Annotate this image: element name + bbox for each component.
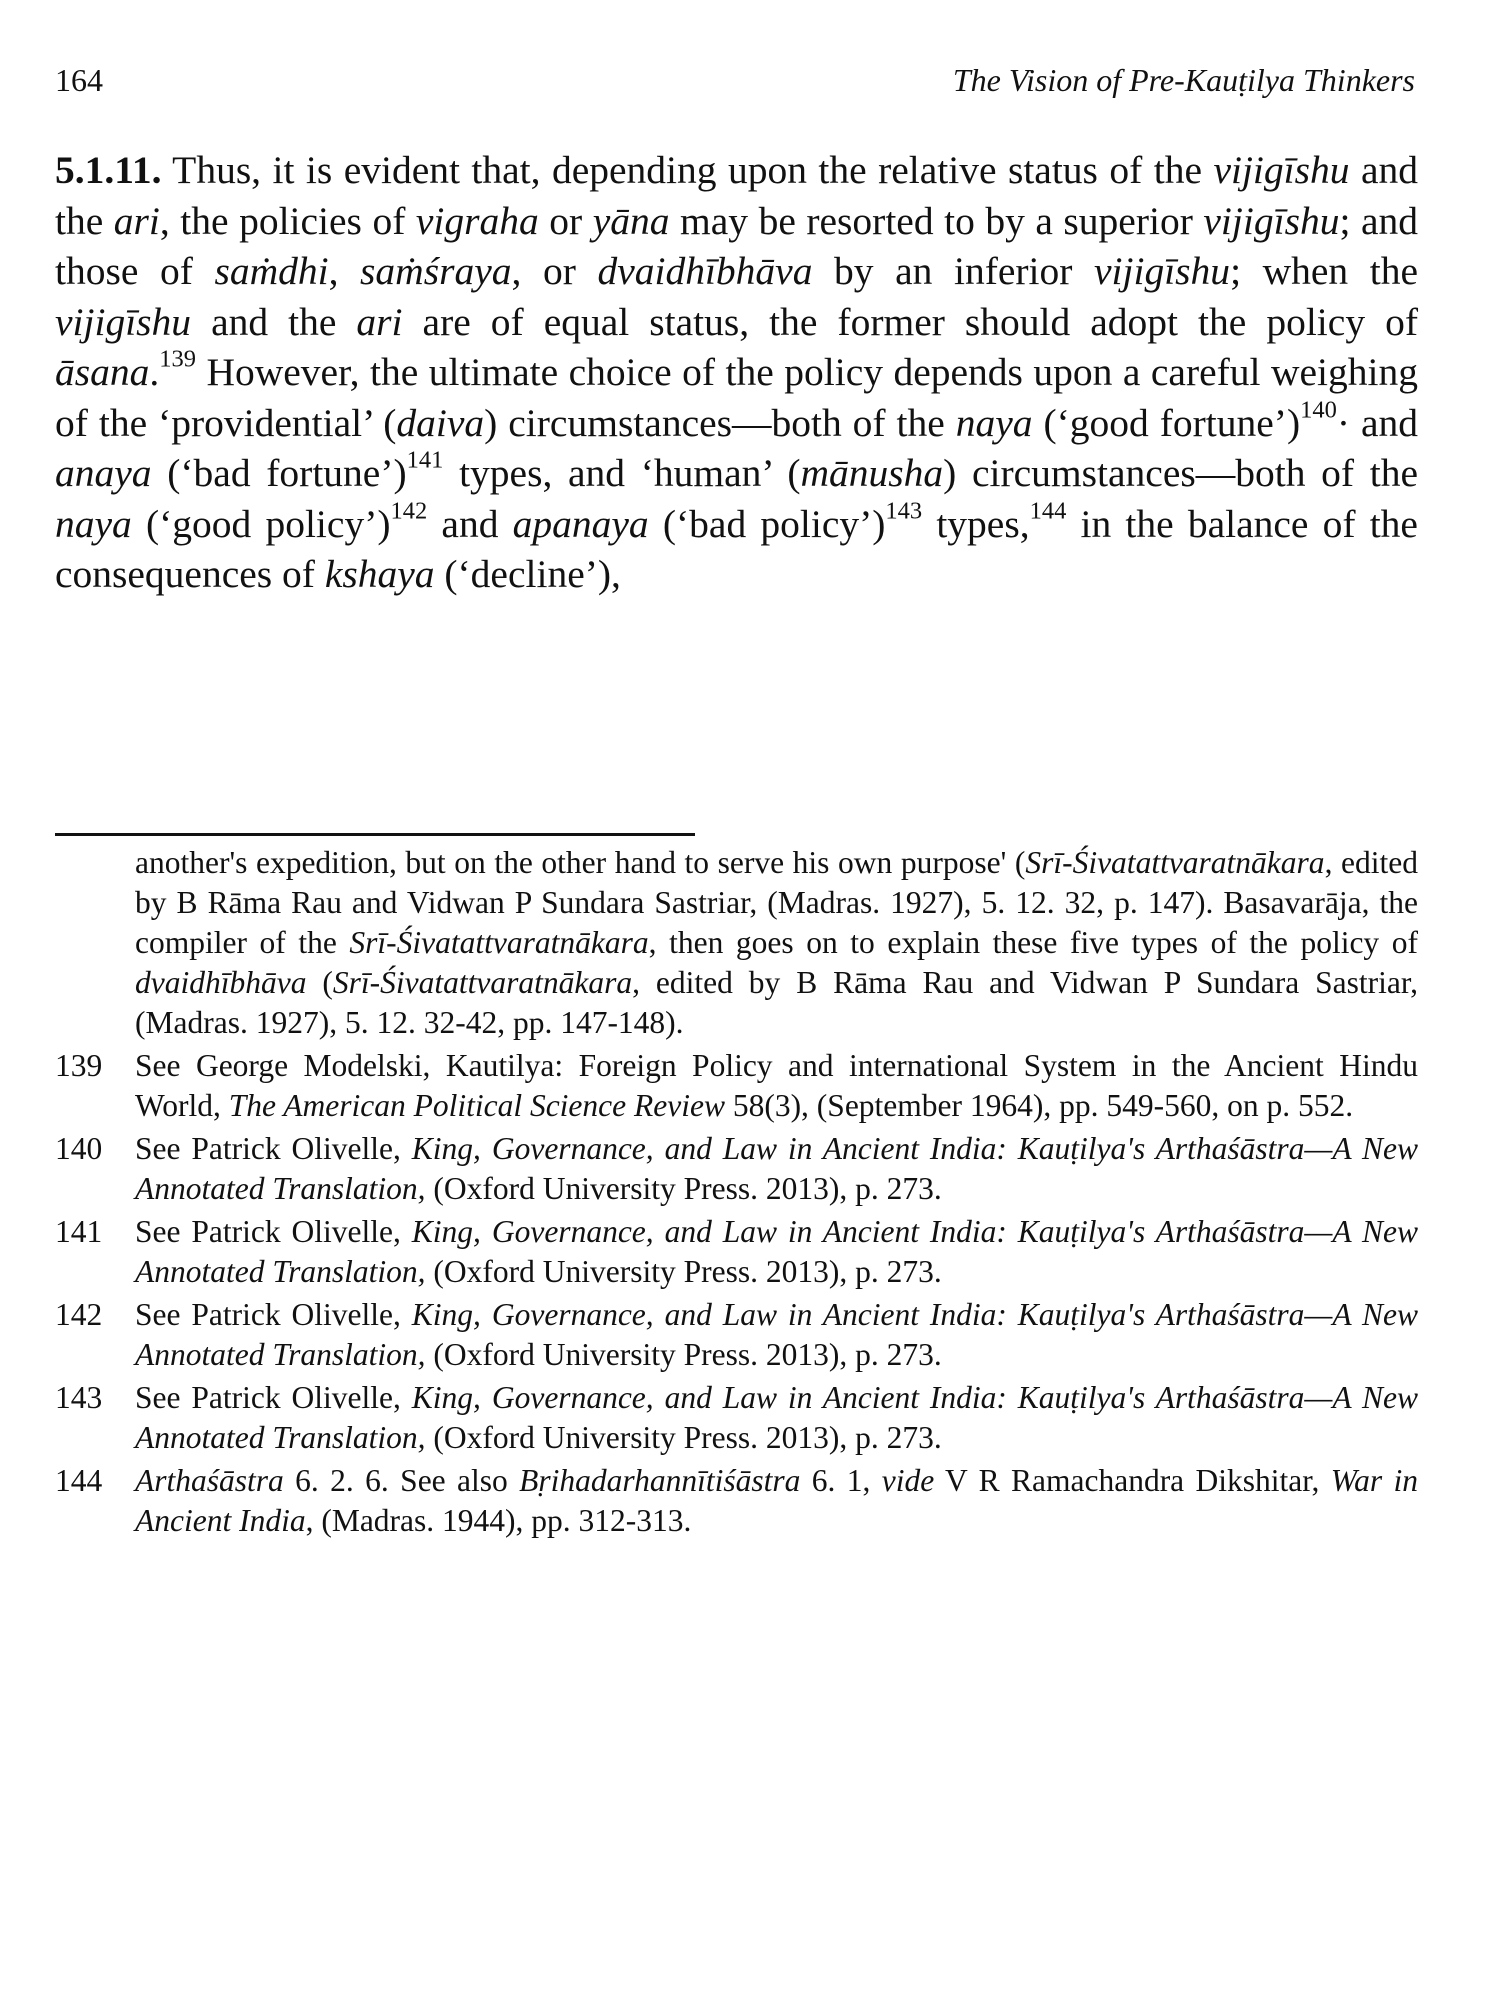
footnote-139 <box>55 1046 1418 1126</box>
text-run: or <box>538 198 593 243</box>
text-run: (Oxford University Press. 2013), p. 273. <box>425 1171 942 1206</box>
italic-term: kshaya <box>324 552 435 596</box>
running-title: The Vision of Pre-Kauṭilya Thinkers <box>952 62 1415 98</box>
text-run: types, and ‘human’ ( <box>443 451 801 495</box>
footnote-text <box>135 1212 1418 1292</box>
italic-title: King, Governance, and Law in Ancient India: Kauṭilya's Arthaśāstra—A New Annotated Translation, <box>135 1297 1418 1372</box>
text-run: (‘decline’), <box>434 552 621 596</box>
text-run: , edited by B Rāma Rau and Vidwan P Sundara Sastriar, (Madras. 1927), 5. 12. 32, p. 147). Basavarāja, the compiler of the <box>135 845 1418 960</box>
text-run: and <box>427 501 513 546</box>
text-run: . <box>149 350 160 394</box>
italic-term: vijigīshu <box>1213 148 1350 192</box>
footnote-ref: 143 <box>885 497 923 525</box>
italic-title: King, Governance, and Law in Ancient India: Kauṭilya's Arthaśāstra—A New Annotated Translation, <box>135 1214 1418 1289</box>
footnote-ref: 139 <box>159 345 196 373</box>
footnote-ref: 144 <box>1029 497 1067 525</box>
text-run: ( <box>306 965 333 1000</box>
text-run: (‘good policy’) <box>131 501 391 546</box>
page-number: 164 <box>55 62 103 98</box>
italic-term: naya <box>955 400 1033 445</box>
italic-term: vijigīshu <box>1203 198 1340 243</box>
italic-term: apanaya <box>512 501 649 546</box>
text-run: , the policies of <box>159 198 416 243</box>
text-run: are of equal status, the former should adopt the policy of <box>402 299 1418 344</box>
footnote-143 <box>55 1378 1418 1458</box>
text-run: See Patrick Olivelle, <box>135 1214 412 1249</box>
footnote-142 <box>55 1295 1418 1375</box>
text-run: (‘bad fortune’) <box>151 451 407 495</box>
text-run: , then goes on to explain these five types of the policy of <box>648 925 1418 960</box>
text-run: , (Madras. 1944), pp. 312-313. <box>305 1503 692 1538</box>
text-run: , or <box>511 249 598 293</box>
footnote-number: 143 <box>55 1380 103 1415</box>
footnote-text <box>135 1129 1418 1209</box>
footnote-ref: 141 <box>406 446 444 474</box>
text-run: 6. 2. 6. See also <box>283 1463 520 1498</box>
italic-title: King, Governance, and Law in Ancient India: Kauṭilya's Arthaśāstra—A New Annotated Translation, <box>135 1131 1418 1206</box>
footnote-number: 141 <box>55 1214 103 1249</box>
italic-term: ari <box>356 299 403 344</box>
text-run: (‘good fortune’) <box>1032 400 1301 445</box>
italic-title: Srī-Śivatattvaratnākara <box>1025 845 1325 880</box>
text-run: ) circumstances—both of the <box>484 400 956 445</box>
footnote-ref: 142 <box>390 497 428 525</box>
italic-term: vijigīshu <box>55 299 192 344</box>
footnote-number: 140 <box>55 1131 103 1166</box>
italic-title: Arthaśāstra <box>135 1463 284 1498</box>
italic-term: vigraha <box>415 198 539 243</box>
text-run: ; and those of <box>55 198 1418 293</box>
italic-title: War in Ancient India <box>135 1463 1419 1538</box>
footnote-140 <box>55 1129 1418 1209</box>
text-run: and the <box>55 148 1418 243</box>
footnote-ref: 140 <box>1300 396 1337 424</box>
page-header <box>55 62 1415 99</box>
italic-term: anaya <box>55 451 152 495</box>
footnotes <box>55 843 1418 1544</box>
text-run: , <box>328 249 361 293</box>
footnote-141 <box>55 1212 1418 1292</box>
italic-term: dvaidhībhāva <box>135 965 307 1000</box>
italic-title: Srī-Śivatattvaratnākara <box>332 965 633 1000</box>
text-run: (‘bad policy’) <box>648 501 886 546</box>
italic-term: saṁśraya <box>360 249 512 293</box>
text-run: See Patrick Olivelle, <box>135 1380 412 1415</box>
italic-term: āsana <box>55 350 150 394</box>
text-run: However, the ultimate choice of the policy depends upon a careful weighing of the ‘providential’ ( <box>55 350 1418 445</box>
text-run: 6. 1, <box>800 1463 882 1498</box>
main-paragraph <box>55 145 1418 600</box>
text-run: V R Ramachandra Dikshitar, <box>934 1463 1331 1498</box>
text-run: 58(3), (September 1964), pp. 549-560, on p. 552. <box>724 1088 1354 1123</box>
text-run: (Oxford University Press. 2013), p. 273. <box>425 1337 942 1372</box>
italic-term: vijigīshu <box>1094 249 1231 293</box>
italic-title: King, Governance, and Law in Ancient India: Kauṭilya's Arthaśāstra—A New Annotated Translation, <box>135 1380 1418 1455</box>
italic-title: Srī-Śivatattvaratnākara <box>349 925 649 960</box>
text-run: , edited by B Rāma Rau and Vidwan P Sundara Sastriar, (Madras. 1927), 5. 12. 32-42, pp. 147-148). <box>135 965 1418 1040</box>
section-number: 5.1.11. <box>55 148 162 192</box>
text-run: See George Modelski, Kautilya: Foreign Policy and international System in the Ancient Hindu World, <box>135 1048 1418 1123</box>
text-run: by an inferior <box>812 249 1094 293</box>
italic-term: dvaidhībhāva <box>597 249 813 293</box>
text-run: types, <box>922 501 1030 546</box>
italic-term: ari <box>113 198 160 243</box>
footnote-number: 139 <box>55 1048 103 1083</box>
italic-term: mānusha <box>800 451 944 495</box>
footnote-number: 142 <box>55 1297 103 1332</box>
italic-term: vide <box>881 1463 935 1498</box>
footnote-text <box>135 1461 1418 1541</box>
text-run: in the balance of the consequences of <box>55 501 1418 596</box>
footnote-number: 144 <box>55 1463 103 1498</box>
italic-title: Bṛihadarhannītiśāstra <box>519 1463 801 1498</box>
italic-term: daiva <box>396 400 485 445</box>
text-run: ; when the <box>1230 249 1419 293</box>
text-run: See Patrick Olivelle, <box>135 1297 412 1332</box>
text-run: Thus, it is evident that, depending upon the relative status of the <box>161 148 1214 192</box>
italic-term: saṁdhi <box>214 249 329 293</box>
footnote-divider <box>55 833 695 836</box>
footnote-continuation <box>55 843 1418 1043</box>
footnote-text <box>135 1046 1418 1126</box>
italic-term: naya <box>55 501 132 546</box>
text-run: may be resorted to by a superior <box>669 198 1204 243</box>
italic-title: The American Political Science Review <box>228 1088 725 1123</box>
text-run: ) circumstances—both of the <box>943 451 1418 495</box>
text-run: another's expedition, but on the other hand to serve his own purpose' ( <box>135 845 1026 880</box>
text-run: · and <box>1336 400 1418 445</box>
italic-term: yāna <box>592 198 670 243</box>
footnote-text <box>135 1378 1418 1458</box>
footnote-text <box>135 1295 1418 1375</box>
text-run: and the <box>191 299 357 344</box>
text-run: (Oxford University Press. 2013), p. 273. <box>425 1420 942 1455</box>
footnote-144 <box>55 1461 1418 1541</box>
text-run: See Patrick Olivelle, <box>135 1131 412 1166</box>
text-run: (Oxford University Press. 2013), p. 273. <box>425 1254 942 1289</box>
